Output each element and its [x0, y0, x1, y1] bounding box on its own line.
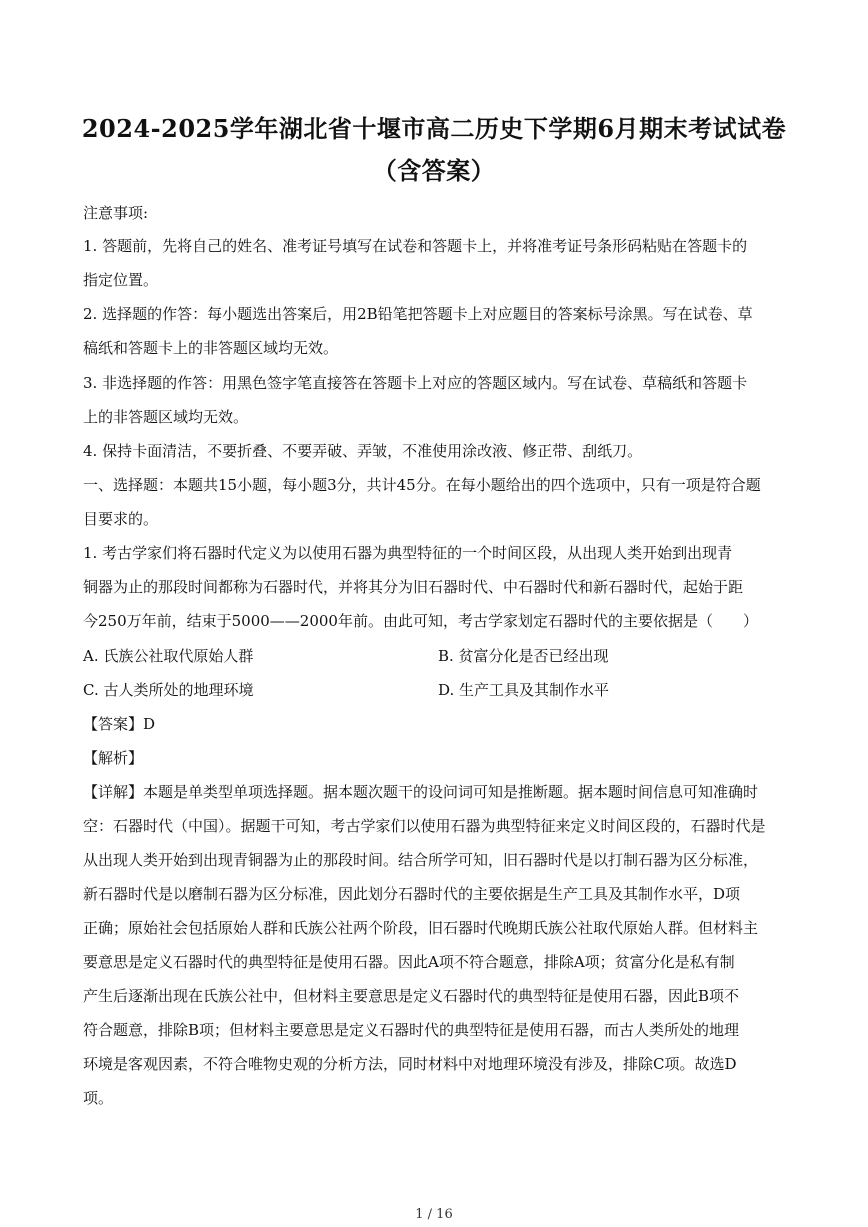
- notice-item-3-cont: 上的非答题区域均无效。: [83, 408, 249, 426]
- notice-item-1-cont: 指定位置。: [83, 271, 159, 289]
- analysis-line: 空：石器时代（中国）。据题干可知，考古学家们以使用石器为典型特征来定义时间区段的，石器时代是: [83, 817, 766, 835]
- notice-item-3: 3. 非选择题的作答：用黑色签字笔直接答在答题卡上对应的答题区域内。写在试卷、草稿纸和答题卡: [83, 374, 748, 392]
- option-a: A. 氏族公社取代原始人群: [83, 647, 254, 665]
- section-intro: 一、选择题：本题共15小题，每小题3分，共计45分。在每小题给出的四个选项中，只有一项是符合题: [83, 476, 761, 494]
- analysis-line: 环境是客观因素，不符合唯物史观的分析方法，同时材料中对地理环境没有涉及，排除C项。故选D: [83, 1055, 737, 1073]
- notice-item-4: 4. 保持卡面清洁，不要折叠、不要弄破、弄皱，不准使用涂改液、修正带、刮纸刀。: [83, 442, 643, 460]
- document-subtitle: （含答案）: [372, 156, 496, 185]
- document-title: 2024-2025学年湖北省十堰市高二历史下学期6月期末考试试卷: [81, 114, 787, 143]
- analysis-line: 从出现人类开始到出现青铜器为止的那段时间。结合所学可知，旧石器时代是以打制石器为区分标准，: [83, 851, 759, 869]
- analysis-line: 【详解】本题是单类型单项选择题。据本题次题干的设问词可知是推断题。据本题时间信息可知准确时: [83, 783, 759, 801]
- notice-item-1: 1. 答题前，先将自己的姓名、准考证号填写在试卷和答题卡上，并将准考证号条形码粘贴在答题卡的: [83, 237, 748, 255]
- analysis-heading: 【解析】: [83, 749, 144, 767]
- analysis-line: 要意思是定义石器时代的典型特征是使用石器。因此A项不符合题意，排除A项；贫富分化是私有制: [83, 953, 735, 971]
- analysis-line: 新石器时代是以磨制石器为区分标准，因此划分石器时代的主要依据是生产工具及其制作水平，D项: [83, 885, 741, 903]
- notice-item-2-cont: 稿纸和答题卡上的非答题区域均无效。: [83, 339, 339, 357]
- option-d: D. 生产工具及其制作水平: [438, 681, 610, 699]
- question-1-stem: 1. 考古学家们将石器时代定义为以使用石器为典型特征的一个时间区段，从出现人类开始到出现青: [83, 544, 733, 562]
- notice-heading: 注意事项:: [83, 204, 149, 222]
- analysis-line: 正确；原始社会包括原始人群和氏族公社两个阶段，旧石器时代晚期氏族公社取代原始人群。但材料主: [83, 919, 759, 937]
- notice-item-2: 2. 选择题的作答：每小题选出答案后，用2B铅笔把答题卡上对应题目的答案标号涂黑。写在试卷、草: [83, 305, 753, 323]
- option-c: C. 古人类所处的地理环境: [83, 681, 254, 699]
- page-number: 1 / 16: [415, 1207, 453, 1222]
- analysis-line: 产生后逐渐出现在氏族公社中，但材料主要意思是定义石器时代的典型特征是使用石器，因此B项不: [83, 987, 740, 1005]
- option-b: B. 贫富分化是否已经出现: [438, 647, 609, 665]
- analysis-line: 符合题意，排除B项；但材料主要意思是定义石器时代的典型特征是使用石器，而古人类所处的地理: [83, 1021, 740, 1039]
- question-1-stem-cont: 铜器为止的那段时间都称为石器时代，并将其分为旧石器时代、中石器时代和新石器时代，起始于距: [83, 578, 744, 596]
- answer: 【答案】D: [83, 715, 156, 733]
- question-1-stem-end: 今250万年前，结束于5000——2000年前。由此可知，考古学家划定石器时代的主要依据是（ ）: [83, 612, 758, 630]
- section-intro-cont: 目要求的。: [83, 510, 159, 528]
- analysis-line: 项。: [83, 1089, 114, 1107]
